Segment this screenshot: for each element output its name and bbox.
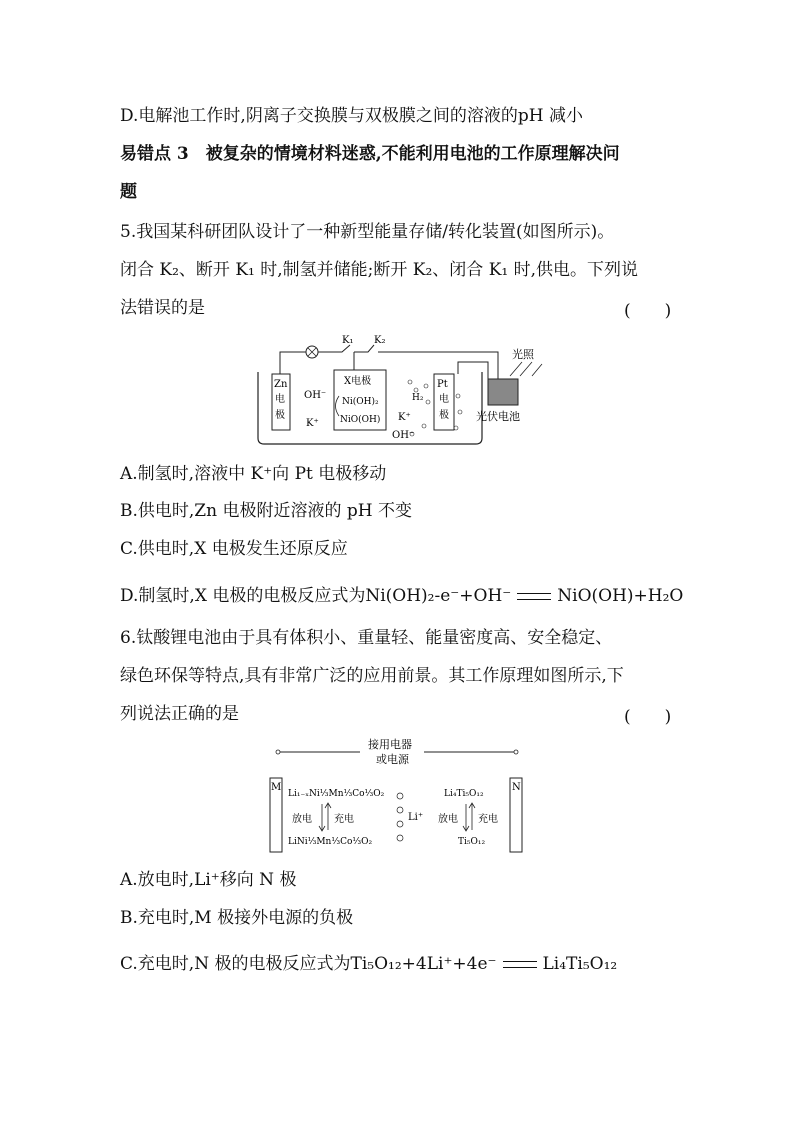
pt-label: Pt <box>437 379 448 390</box>
q6-stem-line3: 列说法正确的是 <box>120 704 239 724</box>
right-top-formula: Li₄Ti₅O₁₂ <box>444 789 484 799</box>
q5-option-d <box>120 584 683 608</box>
h2-label: H₂ <box>412 393 424 403</box>
left-discharge: 放电 <box>292 814 312 825</box>
section-heading-line1: 易错点 3 被复杂的情境材料迷惑,不能利用电池的工作原理解决问 <box>120 144 620 164</box>
q5-answer-paren: ( ) <box>624 301 672 321</box>
pt-dian: 电 <box>439 394 449 405</box>
q5-option-b: B.供电时,Zn 电极附近溶液的 pH 不变 <box>120 501 412 521</box>
equals-sign <box>503 961 537 968</box>
m-label: M <box>271 782 282 793</box>
k-left: K⁺ <box>306 418 319 429</box>
k1-label: K₁ <box>342 335 354 346</box>
zn-label: Zn <box>274 379 288 390</box>
q5-option-d-right: NiO(OH)+H₂O <box>557 586 684 606</box>
pv-label: 光伏电池 <box>476 410 520 423</box>
q6-answer-paren: ( ) <box>624 707 672 727</box>
equals-sign <box>517 593 551 600</box>
left-top-formula: Li₁₋ₓNi⅓Mn⅓Co⅓O₂ <box>288 789 385 799</box>
section-heading-line2: 题 <box>120 182 137 202</box>
light-label: 光照 <box>512 348 534 361</box>
previous-option-d: D.电解池工作时,阴离子交换膜与双极膜之间的溶液的pH 减小 <box>120 106 583 126</box>
k2-label: K₂ <box>374 335 386 346</box>
zn-dian: 电 <box>275 394 285 405</box>
q5-stem-line1: 5.我国某科研团队设计了一种新型能量存储/转化装置(如图所示)。 <box>120 222 615 242</box>
q6-battery-figure <box>262 734 534 856</box>
q5-stem-line2: 闭合 K₂、断开 K₁ 时,制氢并储能;断开 K₂、闭合 K₁ 时,供电。下列说 <box>120 260 639 280</box>
oh-right: OH⁻ <box>392 430 415 441</box>
q6-option-c-right: Li₄Ti₅O₁₂ <box>542 954 618 974</box>
x-electrode-title: X电极 <box>344 376 372 387</box>
q5-option-c: C.供电时,X 电极发生还原反应 <box>120 539 348 559</box>
right-discharge: 放电 <box>438 814 458 825</box>
q6-option-b: B.充电时,M 极接外电源的负极 <box>120 908 354 928</box>
k-right: K⁺ <box>398 412 411 423</box>
x-top: Ni(OH)₂ <box>342 397 379 407</box>
right-bottom-formula: Ti₅O₁₂ <box>458 837 486 847</box>
pt-ji: 极 <box>439 410 449 421</box>
q6-option-c-left: Ti₅O₁₂+4Li⁺+4e⁻ <box>350 954 497 974</box>
fig2-top-label1: 接用电器 <box>368 738 412 751</box>
q5-device-figure <box>250 330 550 448</box>
q6-stem-line1: 6.钛酸锂电池由于具有体积小、重量轻、能量密度高、安全稳定、 <box>120 628 613 648</box>
q5-option-a: A.制氢时,溶液中 K⁺向 Pt 电极移动 <box>120 464 387 484</box>
n-label: N <box>512 782 521 793</box>
x-bottom: NiO(OH) <box>340 415 381 425</box>
q6-option-a: A.放电时,Li⁺移向 N 极 <box>120 870 297 890</box>
q5-option-d-left: Ni(OH)₂-e⁻+OH⁻ <box>365 586 512 606</box>
right-charge: 充电 <box>478 814 498 825</box>
left-charge: 充电 <box>334 814 354 825</box>
q6-option-c <box>120 952 617 976</box>
oh-left: OH⁻ <box>304 390 327 401</box>
q5-option-d-prefix: D.制氢时,X 电极的电极反应式为 <box>120 586 366 606</box>
fig2-top-label2: 或电源 <box>376 753 409 766</box>
zn-ji: 极 <box>275 410 285 421</box>
q6-option-c-prefix: C.充电时,N 极的电极反应式为 <box>120 954 351 974</box>
li-ion-label: Li⁺ <box>408 812 424 823</box>
q6-stem-line2: 绿色环保等特点,具有非常广泛的应用前景。其工作原理如图所示,下 <box>120 666 624 686</box>
left-bottom-formula: LiNi⅓Mn⅓Co⅓O₂ <box>288 837 373 847</box>
q5-stem-line3: 法错误的是 <box>120 298 205 318</box>
